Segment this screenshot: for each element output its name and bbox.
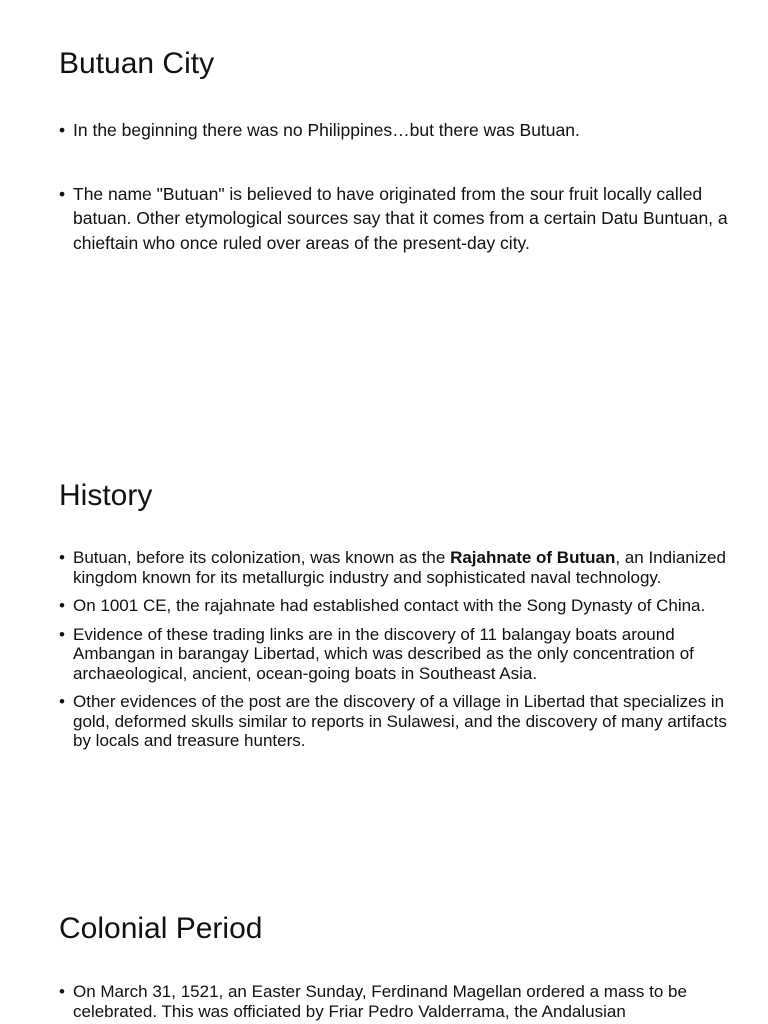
bullet-item: • Other evidences of the post are the discovery of a village in Libertad that specializes in gold, deformed skulls similar to reports in Sulawesi, and the discovery of many artifacts by locals and treasure hunters. (59, 692, 728, 751)
bullet-list (59, 118, 728, 294)
bullet-item: • On March 31, 1521, an Easter Sunday, Ferdinand Magellan ordered a mass to be celebrated. This was officiated by Friar Pedro Valderrama, the Andalusian (59, 982, 728, 1021)
bold-term: Rajahnate of Butuan (450, 548, 616, 567)
slide-colonial-period (0, 900, 768, 1024)
bullet-list (59, 982, 728, 1021)
bullet-list (59, 548, 728, 760)
bullet-item: • In the beginning there was no Philippines…but there was Butuan. (59, 118, 728, 143)
bullet-item: • Evidence of these trading links are in the discovery of 11 balangay boats around Ambangan in barangay Libertad, which was described as the only concentration of archaeological, ancient, ocean-going boats in Southeast Asia. (59, 625, 728, 684)
bullet-item (59, 548, 728, 587)
slide-title: History (59, 479, 153, 512)
slide-butuan-city (0, 0, 768, 470)
slide-title: Butuan City (59, 47, 215, 80)
bullet-text: , an Indianized kingdom known for its metallurgic industry and sophisticated naval technology. (73, 548, 726, 587)
bullet-item: • The name "Butuan" is believed to have originated from the sour fruit locally called batuan. Other etymological sources say that it comes from a certain Datu Buntuan, a chieftain who once ruled over areas of the present-day city. (59, 182, 728, 256)
bullet-item: • On 1001 CE, the rajahnate had established contact with the Song Dynasty of China. (59, 596, 728, 616)
bullet-text: Butuan, before its colonization, was known as the (73, 548, 451, 567)
slide-history (0, 470, 768, 900)
slide-title: Colonial Period (59, 912, 263, 945)
